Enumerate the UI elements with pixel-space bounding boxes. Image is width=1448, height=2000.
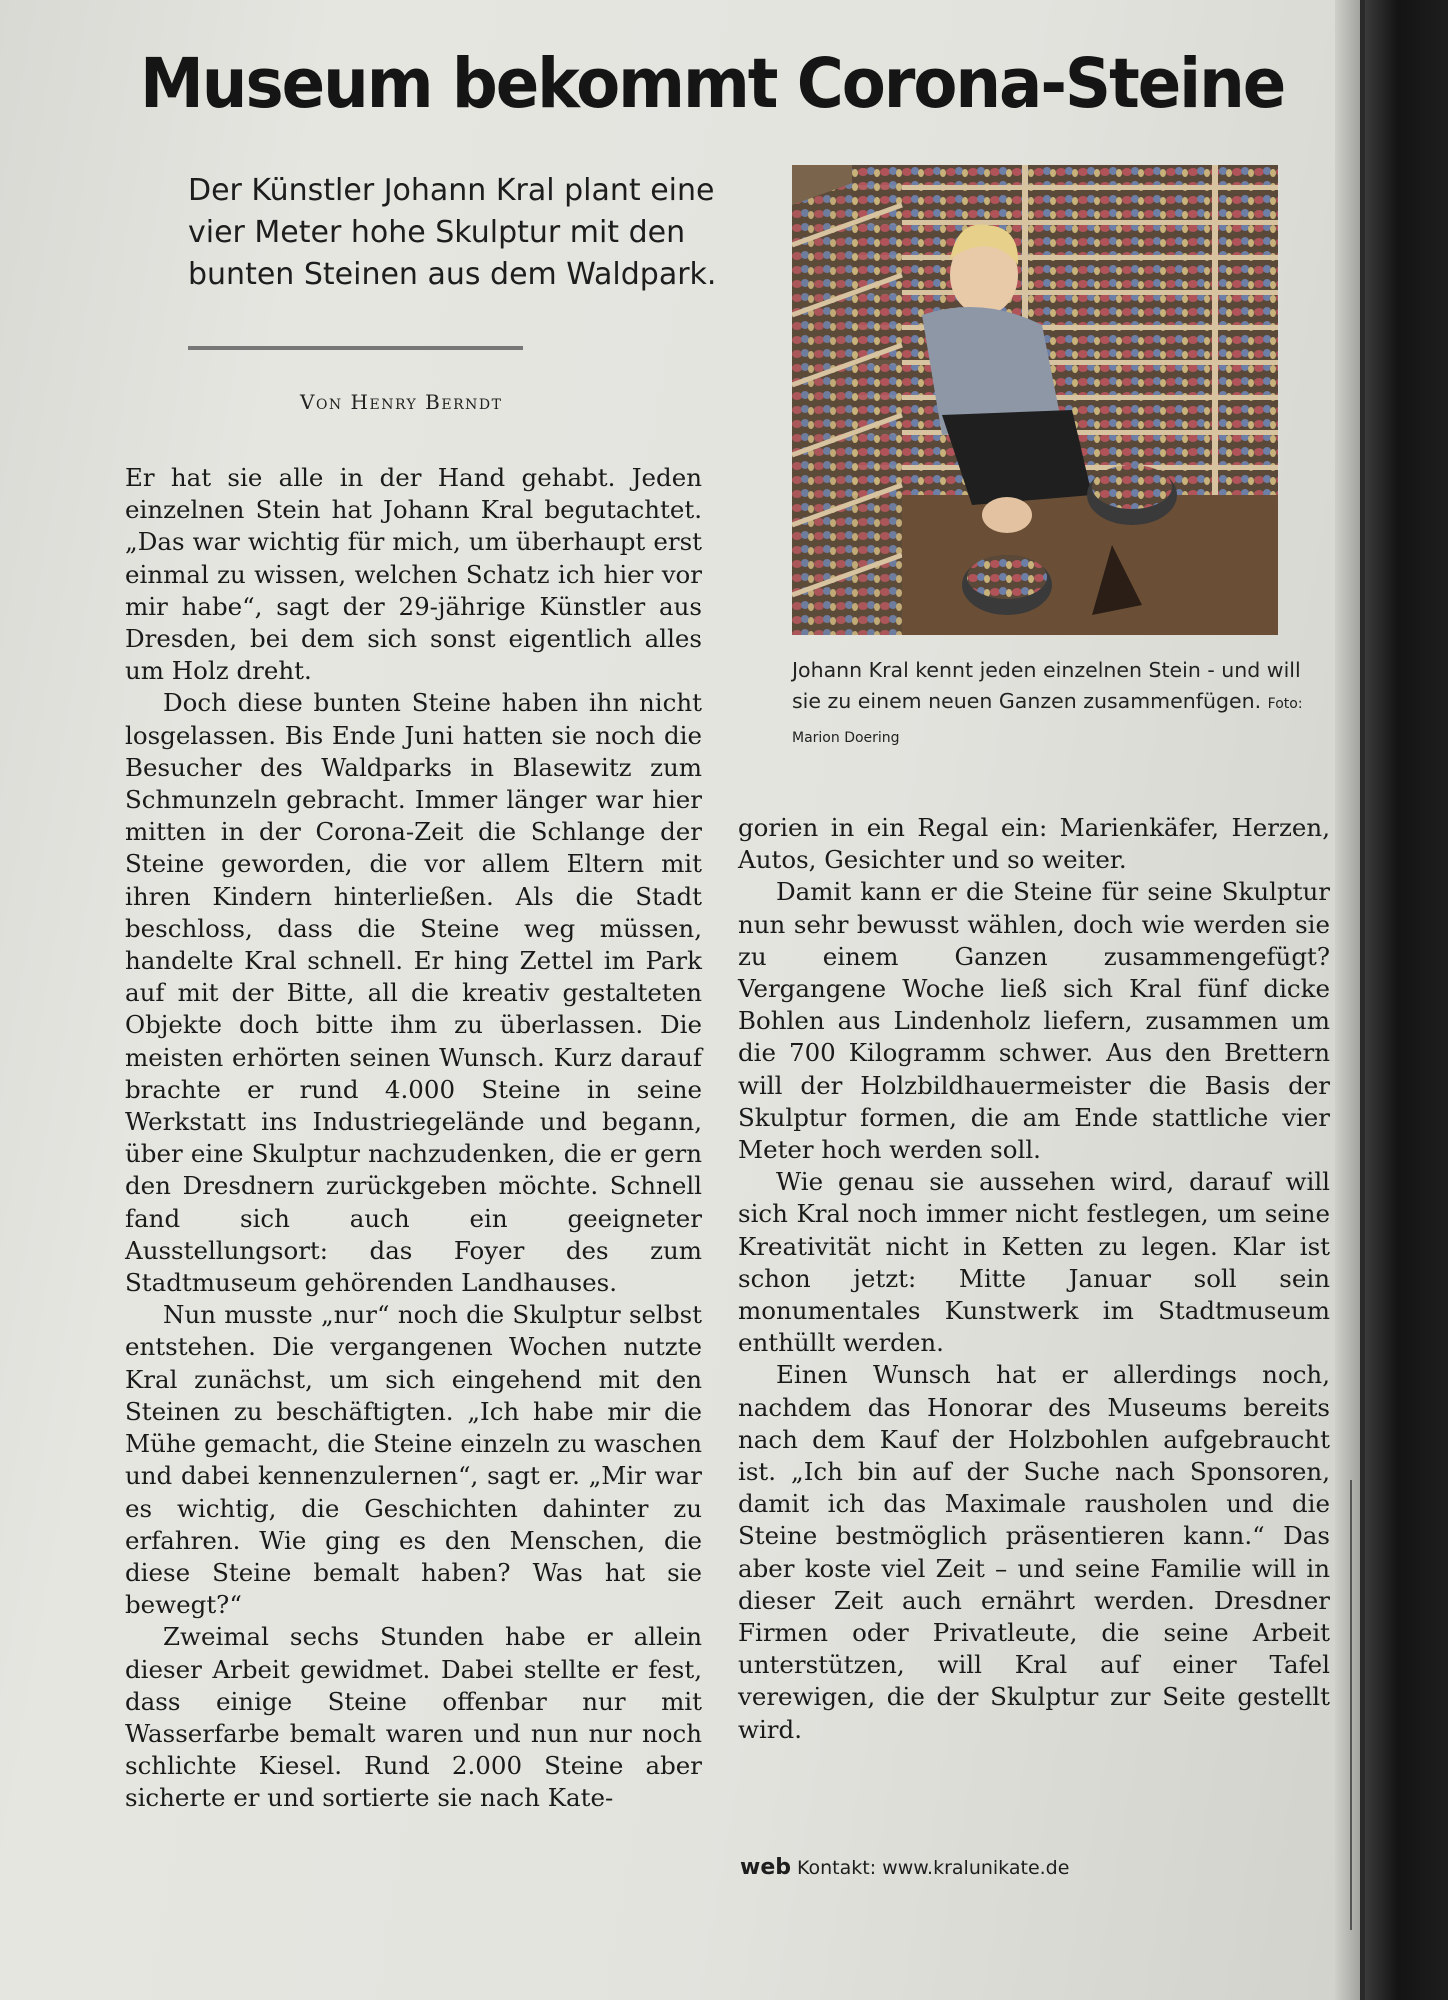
paragraph: Doch diese bunten Steine haben ihn nicht losgelassen. Bis Ende Juni hatten sie noch die Besucher des Waldparks in Blasewitz zum Schmunzeln gebracht. Immer länger war hier mitten in der Corona-Zeit die Schlange der Steine geworden, die vor allem Eltern mit ihren Kindern hinterließen. Als die Stadt beschloss, dass die Steine weg müssen, handelte Kral schnell. Er hing Zettel im Park auf mit der Bitte, all die kreativ gestalteten Objekte doch bitte ihm zu überlassen. Die meisten erhörten seinen Wunsch. Kurz darauf brachte er rund 4.000 Steine in seine Werkstatt ins Industriegelände und begann, über eine Skulptur nachzudenken, die er gern den Dresdnern zurückgeben möchte. Schnell fand sich auch ein geeigneter Ausstellungsort: das Foyer des zum Stadtmuseum gehörenden Landhauses. xyxy=(125,688,702,1298)
photo-caption xyxy=(792,655,1312,754)
web-contact xyxy=(740,1855,1069,1880)
web-tag: web xyxy=(740,1855,791,1880)
paragraph: Wie genau sie aussehen wird, darauf will sich Kral noch immer nicht festlegen, um seine Kreativität nicht in Ketten zu legen. Klar ist schon jetzt: Mitte Januar soll sein monumentales Kunstwerk im Stadtmuseum enthüllt werden. xyxy=(738,1167,1330,1358)
article-deck: Der Künstler Johann Kral plant eine vier Meter hohe Skulptur mit den bunten Steinen aus dem Waldpark. xyxy=(188,173,717,292)
photo-illustration xyxy=(792,165,1278,635)
background-shadow xyxy=(1365,0,1448,2000)
column-rule xyxy=(1350,1480,1352,1930)
article-column-1 xyxy=(125,462,702,1815)
headline: Museum bekommt Corona-Steine xyxy=(140,44,1285,124)
paragraph: Er hat sie alle in der Hand gehabt. Jeden einzelnen Stein hat Johann Kral begutachtet. „Das war wichtig für mich, um überhaupt erst einmal zu wissen, welchen Schatz ich hier vor mir habe“, sagt der 29-jährige Künstler aus Dresden, bei dem sich sonst eigentlich alles um Holz dreht. xyxy=(125,463,702,686)
article-photo xyxy=(792,165,1278,635)
paragraph: gorien in ein Regal ein: Marienkäfer, Herzen, Autos, Gesichter und so weiter. xyxy=(738,813,1330,875)
byline: Von Henry Berndt xyxy=(300,390,503,414)
deck-divider xyxy=(188,346,523,350)
paper-edge xyxy=(1335,0,1360,2000)
paragraph: Zweimal sechs Stunden habe er allein dieser Arbeit gewidmet. Dabei stellte er fest, dass einige Steine offenbar nur mit Wasserfarbe bemalt waren und nun nur noch schlichte Kiesel. Rund 2.000 Steine aber sicherte er und sortierte sie nach Kate- xyxy=(125,1622,702,1813)
paragraph: Einen Wunsch hat er allerdings noch, nachdem das Honorar des Museums bereits nach dem Kauf der Holzbohlen aufgebraucht ist. „Ich bin auf der Suche nach Sponsoren, damit ich das Maximale rausholen und die Steine bestmöglich präsentieren kann.“ Das aber koste viel Zeit – und seine Familie will in dieser Zeit auch ernährt werden. Dresdner Firmen oder Privatleute, die seine Arbeit unterstützen, will Kral auf einer Tafel verewigen, die der Skulptur zur Seite gestellt wird. xyxy=(738,1360,1330,1744)
photo-credit: Foto: Marion Doering xyxy=(792,696,1303,746)
paragraph: Nun musste „nur“ noch die Skulptur selbst entstehen. Die vergangenen Wochen nutzte Kral zunächst, um sich eingehend mit den Steinen zu beschäftigten. „Ich habe mir die Mühe gemacht, die Steine einzeln zu waschen und dabei kennenzulernen“, sagt er. „Mir war es wichtig, die Geschichten dahinter zu erfahren. Wie ging es den Menschen, die diese Steine bemalt haben? Was hat sie bewegt?“ xyxy=(125,1300,702,1620)
article-column-2 xyxy=(738,812,1330,1746)
paragraph: Damit kann er die Steine für seine Skulptur nun sehr bewusst wählen, doch wie werden sie zu einem Ganzen zusammengefügt? Vergangene Woche ließ sich Kral fünf dicke Bohlen aus Lindenholz liefern, zusammen um die 700 Kilogramm schwer. Aus den Brettern will der Holzbildhauermeister die Basis der Skulptur formen, die am Ende stattliche vier Meter hoch werden soll. xyxy=(738,877,1330,1165)
web-contact-text: Kontakt: www.kralunikate.de xyxy=(797,1857,1070,1879)
caption-text: Johann Kral kennt jeden einzelnen Stein - und will sie zu einem neuen Ganzen zusammenfügen. xyxy=(792,658,1301,713)
